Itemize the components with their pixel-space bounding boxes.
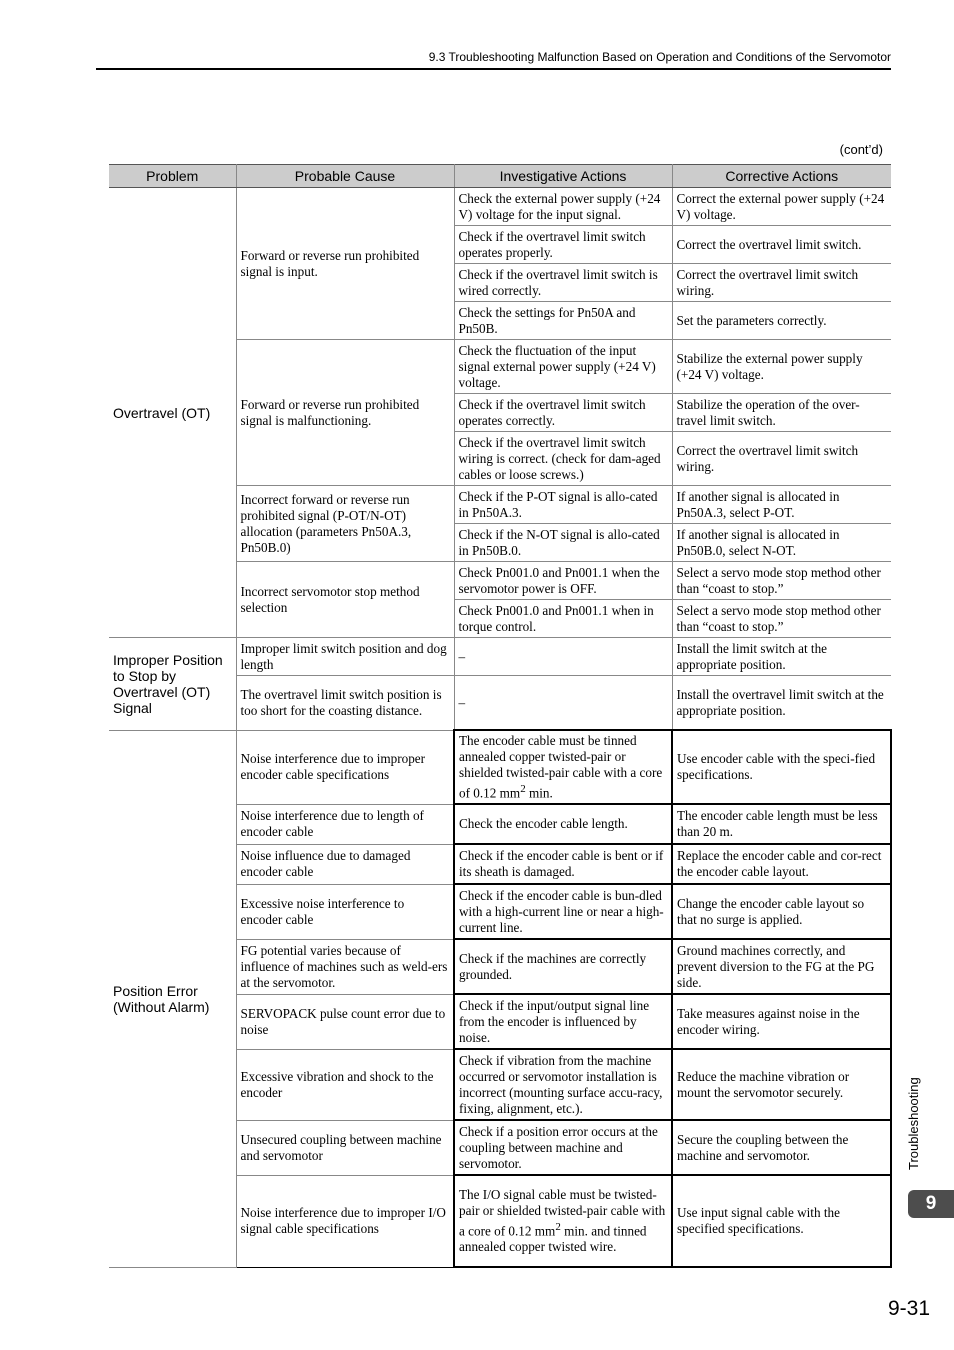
cause-cell: Noise interference due to improper I/O signal cable specifications — [236, 1175, 454, 1267]
investigative-cell: Check Pn001.0 and Pn001.1 when in torque control. — [454, 600, 672, 638]
investigative-text: The I/O signal cable must be twisted-pair or shielded twisted-pair cable with a core of 0.12 mm — [459, 1186, 666, 1239]
investigative-cell — [454, 730, 672, 804]
investigative-cell: Check if vibration from the machine occurred or servomotor installation is incorrect (mounting surface accu-racy, fixing, alignment, etc.). — [454, 1049, 672, 1120]
corrective-cell: Install the overtravel limit switch at the appropriate position. — [672, 676, 891, 731]
cause-cell: The overtravel limit switch position is too short for the coasting distance. — [236, 676, 454, 731]
corrective-cell: Ground machines correctly, and prevent diversion to the FG at the PG side. — [672, 939, 891, 994]
investigative-cell: Check if the encoder cable is bun-dled with a high-current line or near a high-current line. — [454, 884, 672, 939]
investigative-cell: Check Pn001.0 and Pn001.1 when the servomotor power is OFF. — [454, 562, 672, 600]
investigative-cell: Check if the input/output signal line from the encoder is influenced by noise. — [454, 994, 672, 1049]
corrective-cell: Correct the overtravel limit switch wiring. — [672, 432, 891, 486]
corrective-cell: Correct the external power supply (+24 V) voltage. — [672, 188, 891, 226]
investigative-text-end: min. — [525, 785, 553, 801]
corrective-cell: Secure the coupling between the machine and servomotor. — [672, 1120, 891, 1175]
table-row — [109, 188, 891, 226]
investigative-cell: Check the external power supply (+24 V) voltage for the input signal. — [454, 188, 672, 226]
section-title: 9.3 Troubleshooting Malfunction Based on Operation and Conditions of the Servomotor — [428, 50, 891, 64]
cause-cell: Noise interference due to improper encoder cable specifications — [236, 730, 454, 804]
corrective-cell: Use encoder cable with the speci-fied specifications. — [672, 730, 891, 804]
cause-cell: Forward or reverse run prohibited signal is input. — [236, 188, 454, 340]
investigative-cell: Check if the overtravel limit switch is wired correctly. — [454, 264, 672, 302]
investigative-cell: Check the settings for Pn50A and Pn50B. — [454, 302, 672, 340]
problem-cell: Improper Position to Stop by Overtravel (OT) Signal — [109, 638, 236, 731]
continued-label: (cont’d) — [839, 142, 883, 157]
corrective-cell: Replace the encoder cable and cor-rect the encoder cable layout. — [672, 844, 891, 884]
cause-cell: Excessive vibration and shock to the encoder — [236, 1049, 454, 1120]
investigative-cell: Check if the overtravel limit switch operates properly. — [454, 226, 672, 264]
cause-cell: SERVOPACK pulse count error due to noise — [236, 994, 454, 1049]
investigative-cell: Check if the machines are correctly grounded. — [454, 939, 672, 994]
investigative-cell: Check if the overtravel limit switch wiring is correct. (check for dam-aged cables or loose screws.) — [454, 432, 672, 486]
cause-cell: Forward or reverse run prohibited signal is malfunctioning. — [236, 340, 454, 486]
cause-cell: Noise interference due to length of encoder cable — [236, 804, 454, 844]
cause-cell: Improper limit switch position and dog length — [236, 638, 454, 676]
corrective-cell: The encoder cable length must be less than 20 m. — [672, 804, 891, 844]
cause-cell: Excessive noise interference to encoder cable — [236, 884, 454, 939]
problem-cell: Overtravel (OT) — [109, 188, 236, 638]
column-header-problem: Problem — [109, 165, 236, 188]
corrective-cell: Stabilize the operation of the over-travel limit switch. — [672, 394, 891, 432]
corrective-cell: Correct the overtravel limit switch. — [672, 226, 891, 264]
corrective-cell: Set the parameters correctly. — [672, 302, 891, 340]
cause-cell: FG potential varies because of influence of machines such as weld-ers at the servomotor. — [236, 939, 454, 994]
investigative-text-end: min. and tinned annealed copper twisted wire. — [459, 1223, 647, 1255]
investigative-cell — [454, 1175, 672, 1267]
investigative-cell: Check if the N-OT signal is allo-cated in Pn50B.0. — [454, 524, 672, 562]
problem-cell: Position Error (Without Alarm) — [109, 730, 236, 1267]
investigative-cell: – — [454, 676, 672, 731]
column-header-probable-cause: Probable Cause — [236, 165, 454, 188]
cause-cell: Unsecured coupling between machine and servomotor — [236, 1120, 454, 1175]
investigative-cell: Check if the P-OT signal is allo-cated in Pn50A.3. — [454, 486, 672, 524]
corrective-cell: Select a servo mode stop method other than “coast to stop.” — [672, 600, 891, 638]
corrective-cell: Correct the overtravel limit switch wiring. — [672, 264, 891, 302]
corrective-cell: Change the encoder cable layout so that no surge is applied. — [672, 884, 891, 939]
investigative-text: The encoder cable must be tinned annealed copper twisted-pair or shielded twisted-pair cable with a core of 0.12 mm — [459, 732, 663, 801]
troubleshooting-table — [109, 164, 892, 1268]
investigative-cell: Check if the overtravel limit switch operates correctly. — [454, 394, 672, 432]
corrective-cell: Install the limit switch at the appropriate position. — [672, 638, 891, 676]
cause-cell: Incorrect servomotor stop method selection — [236, 562, 454, 638]
page-number: 9-31 — [887, 1297, 930, 1320]
investigative-cell: Check the fluctuation of the input signal external power supply (+24 V) voltage. — [454, 340, 672, 394]
investigative-cell: Check if the encoder cable is bent or if its sheath is damaged. — [454, 844, 672, 884]
investigative-cell: Check if a position error occurs at the coupling between machine and servomotor. — [454, 1120, 672, 1175]
cause-cell: Noise influence due to damaged encoder cable — [236, 844, 454, 884]
column-header-corrective-actions: Corrective Actions — [672, 165, 891, 188]
corrective-cell: Reduce the machine vibration or mount the servomotor securely. — [672, 1049, 891, 1120]
table-row — [109, 730, 891, 804]
table-header-row — [109, 165, 891, 188]
side-section-label: Troubleshooting — [906, 1077, 921, 1170]
table-row — [109, 638, 891, 676]
investigative-cell: Check the encoder cable length. — [454, 804, 672, 844]
corrective-cell: If another signal is allocated in Pn50A.3, select P-OT. — [672, 486, 891, 524]
superscript: 2 — [555, 1220, 561, 1233]
page-header — [96, 48, 891, 70]
corrective-cell: If another signal is allocated in Pn50B.0, select N-OT. — [672, 524, 891, 562]
investigative-cell: – — [454, 638, 672, 676]
corrective-cell: Select a servo mode stop method other than “coast to stop.” — [672, 562, 891, 600]
corrective-cell: Stabilize the external power supply (+24 V) voltage. — [672, 340, 891, 394]
chapter-tab: 9 — [908, 1190, 954, 1218]
column-header-investigative-actions: Investigative Actions — [454, 165, 672, 188]
cause-cell: Incorrect forward or reverse run prohibited signal (P-OT/N-OT) allocation (parameters Pn50A.3, Pn50B.0) — [236, 486, 454, 562]
superscript: 2 — [520, 782, 526, 795]
corrective-cell: Take measures against noise in the encoder wiring. — [672, 994, 891, 1049]
corrective-cell: Use input signal cable with the specified specifications. — [672, 1175, 891, 1267]
